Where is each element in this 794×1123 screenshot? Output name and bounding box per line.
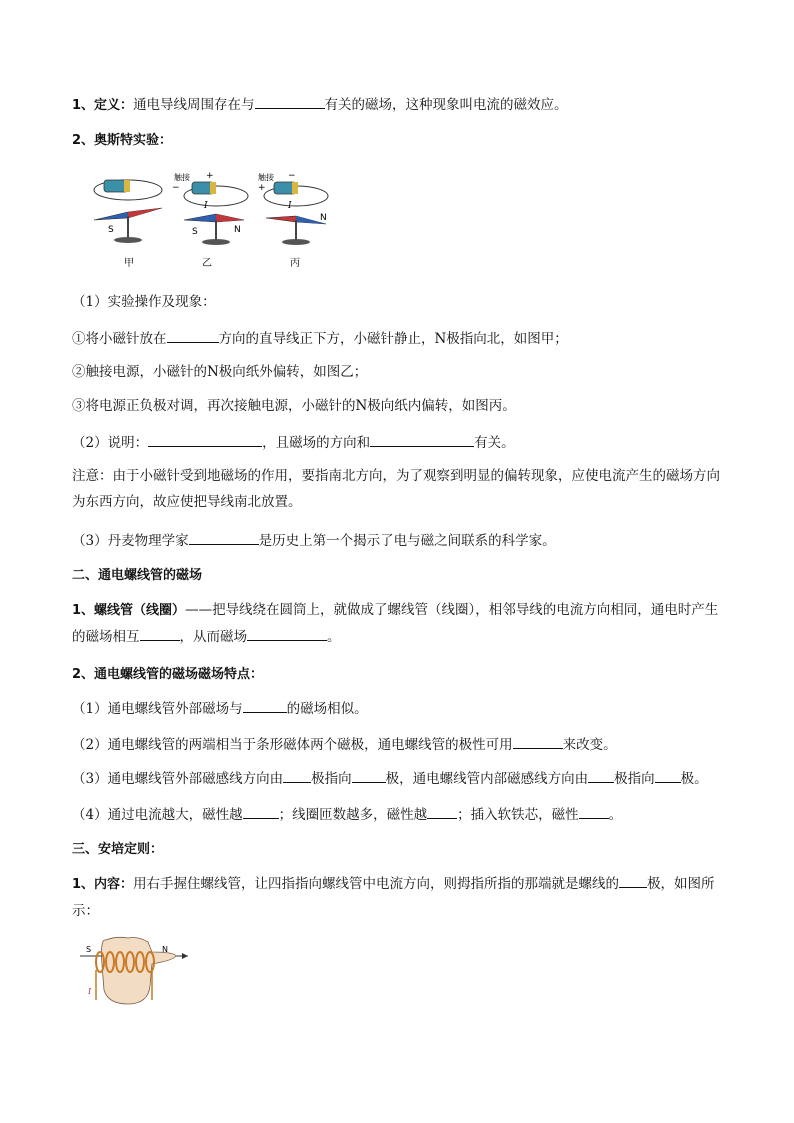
oersted-heading <box>72 130 172 151</box>
answer-blank[interactable] <box>619 873 647 888</box>
answer-blank[interactable] <box>255 94 325 109</box>
touch-label: 触接 <box>258 173 274 182</box>
plus-label: + <box>206 171 214 181</box>
text: 来改变。 <box>562 737 617 753</box>
item-number: 2、 <box>72 667 95 682</box>
text: ；插入软铁芯，磁性 <box>457 807 579 823</box>
text: （3）丹麦物理学家 <box>72 533 189 549</box>
ampere-rule-content <box>72 871 722 924</box>
text: ，且磁场的方向和 <box>262 435 371 451</box>
text: 方向的直导线正下方，小磁针静止，N极指向北，如图甲； <box>218 331 568 347</box>
caption-yi: 乙 <box>202 258 212 269</box>
feature-1 <box>72 698 368 719</box>
minus-label: − <box>288 171 296 181</box>
term-label: 螺线管（线圈） <box>94 603 186 618</box>
right-hand-rule-figure <box>78 934 190 1006</box>
current-label: I <box>288 201 292 211</box>
item-number: 1、 <box>72 98 95 113</box>
feature-4 <box>72 804 622 825</box>
plus-label: + <box>258 183 266 193</box>
text: （1）通电螺线管外部磁场与 <box>72 701 243 717</box>
text: ——把导线绕在圆筒上，就做成了螺线管（线圈），相邻导线的电流方向相同，通电时产生的磁场相互 <box>72 602 719 645</box>
answer-blank[interactable] <box>352 768 386 783</box>
text: （2）通电螺线管的两端相当于条形磁体两个磁极，通电螺线管的极性可用 <box>72 737 513 753</box>
text: 有关的磁场，这种现象叫电流的磁效应。 <box>324 97 568 113</box>
answer-blank[interactable] <box>148 432 262 447</box>
solenoid-definition <box>72 597 722 650</box>
definition-label: 定义： <box>94 98 134 113</box>
figure-yi <box>172 171 248 245</box>
arrow-icon <box>182 953 188 959</box>
text: ；线圈匝数越多，磁性越 <box>278 807 428 823</box>
answer-blank[interactable] <box>427 804 457 819</box>
figure-bing <box>258 171 328 245</box>
text: 是历史上第一个揭示了电与磁之间联系的科学家。 <box>258 533 556 549</box>
content-label: 内容： <box>94 877 134 892</box>
caption-bing: 丙 <box>290 258 300 269</box>
answer-blank[interactable] <box>579 804 609 819</box>
answer-blank[interactable] <box>513 734 563 749</box>
south-label: S <box>108 225 114 235</box>
scientist-line <box>72 530 556 551</box>
feature-2 <box>72 734 617 755</box>
text: ①将小磁针放在 <box>72 331 167 347</box>
section-heading-solenoid: 二、通电螺线管的磁场 <box>72 568 203 583</box>
text: （4）通过电流越大，磁性越 <box>72 807 243 823</box>
item-number: 1、 <box>72 877 95 892</box>
answer-blank[interactable] <box>370 432 474 447</box>
north-label: N <box>320 213 327 223</box>
answer-blank[interactable] <box>655 768 681 783</box>
heading-label: 奥斯特实验： <box>94 133 173 148</box>
text: 。 <box>327 629 341 645</box>
answer-blank[interactable] <box>588 768 614 783</box>
touch-label: 触接 <box>174 173 190 182</box>
text: 极，通电螺线管内部磁感线方向由 <box>385 771 589 787</box>
text: 用右手握住螺线管，让四指指向螺线管中电流方向，则拇指所指的那端就是螺线的 <box>133 876 620 892</box>
south-label: S <box>86 945 92 954</box>
text: 极指向 <box>614 771 655 787</box>
answer-blank[interactable] <box>243 804 279 819</box>
text: 有关。 <box>474 435 515 451</box>
section-heading-ampere: 三、安培定则： <box>72 842 164 857</box>
text: 通电导线周围存在与 <box>133 97 255 113</box>
current-label: I <box>204 201 208 211</box>
feature-3 <box>72 768 708 789</box>
answer-blank[interactable] <box>247 626 327 641</box>
step-3: ③将电源正负极对调，再次接触电源，小磁针的N极向纸内偏转，如图丙。 <box>72 398 516 414</box>
north-label: N <box>162 945 168 954</box>
experiment-procedure-heading: （1）实验操作及现象： <box>72 294 216 310</box>
caption-jia: 甲 <box>124 258 134 269</box>
answer-blank[interactable] <box>243 698 287 713</box>
text: （2）说明： <box>72 435 149 451</box>
note-paragraph: 注意：由于小磁针受到地磁场的作用，要指南北方向，为了观察到明显的偏转现象，应使电流产生的磁场方向为东西方向，故应使把导线南北放置。 <box>72 468 720 510</box>
oersted-experiment-figure <box>88 168 348 272</box>
item-number: 2、 <box>72 133 95 148</box>
south-label: S <box>192 227 198 237</box>
answer-blank[interactable] <box>283 768 311 783</box>
answer-blank[interactable] <box>140 626 180 641</box>
current-label: I <box>88 987 92 996</box>
text: 。 <box>608 807 623 823</box>
text: 极。 <box>680 771 708 787</box>
item-number: 1、 <box>72 603 95 618</box>
text: （3）通电螺线管外部磁感线方向由 <box>72 771 284 787</box>
answer-blank[interactable] <box>167 328 219 343</box>
figure-jia <box>94 180 162 243</box>
definition-line <box>72 94 568 116</box>
answer-blank[interactable] <box>189 530 259 545</box>
text: 的磁场相似。 <box>286 701 368 717</box>
north-label: N <box>234 225 241 235</box>
text: 极指向 <box>311 771 352 787</box>
minus-label: − <box>172 183 180 193</box>
solenoid-features-heading <box>72 664 263 685</box>
text: ，从而磁场 <box>179 629 247 645</box>
explanation-line <box>72 432 515 453</box>
text: 极，如图所示： <box>72 876 715 919</box>
step-1 <box>72 328 568 349</box>
step-2: ②触接电源，小磁针的N极向纸外偏转，如图乙； <box>72 364 368 380</box>
heading-label: 通电螺线管的磁场磁场特点： <box>94 667 264 682</box>
